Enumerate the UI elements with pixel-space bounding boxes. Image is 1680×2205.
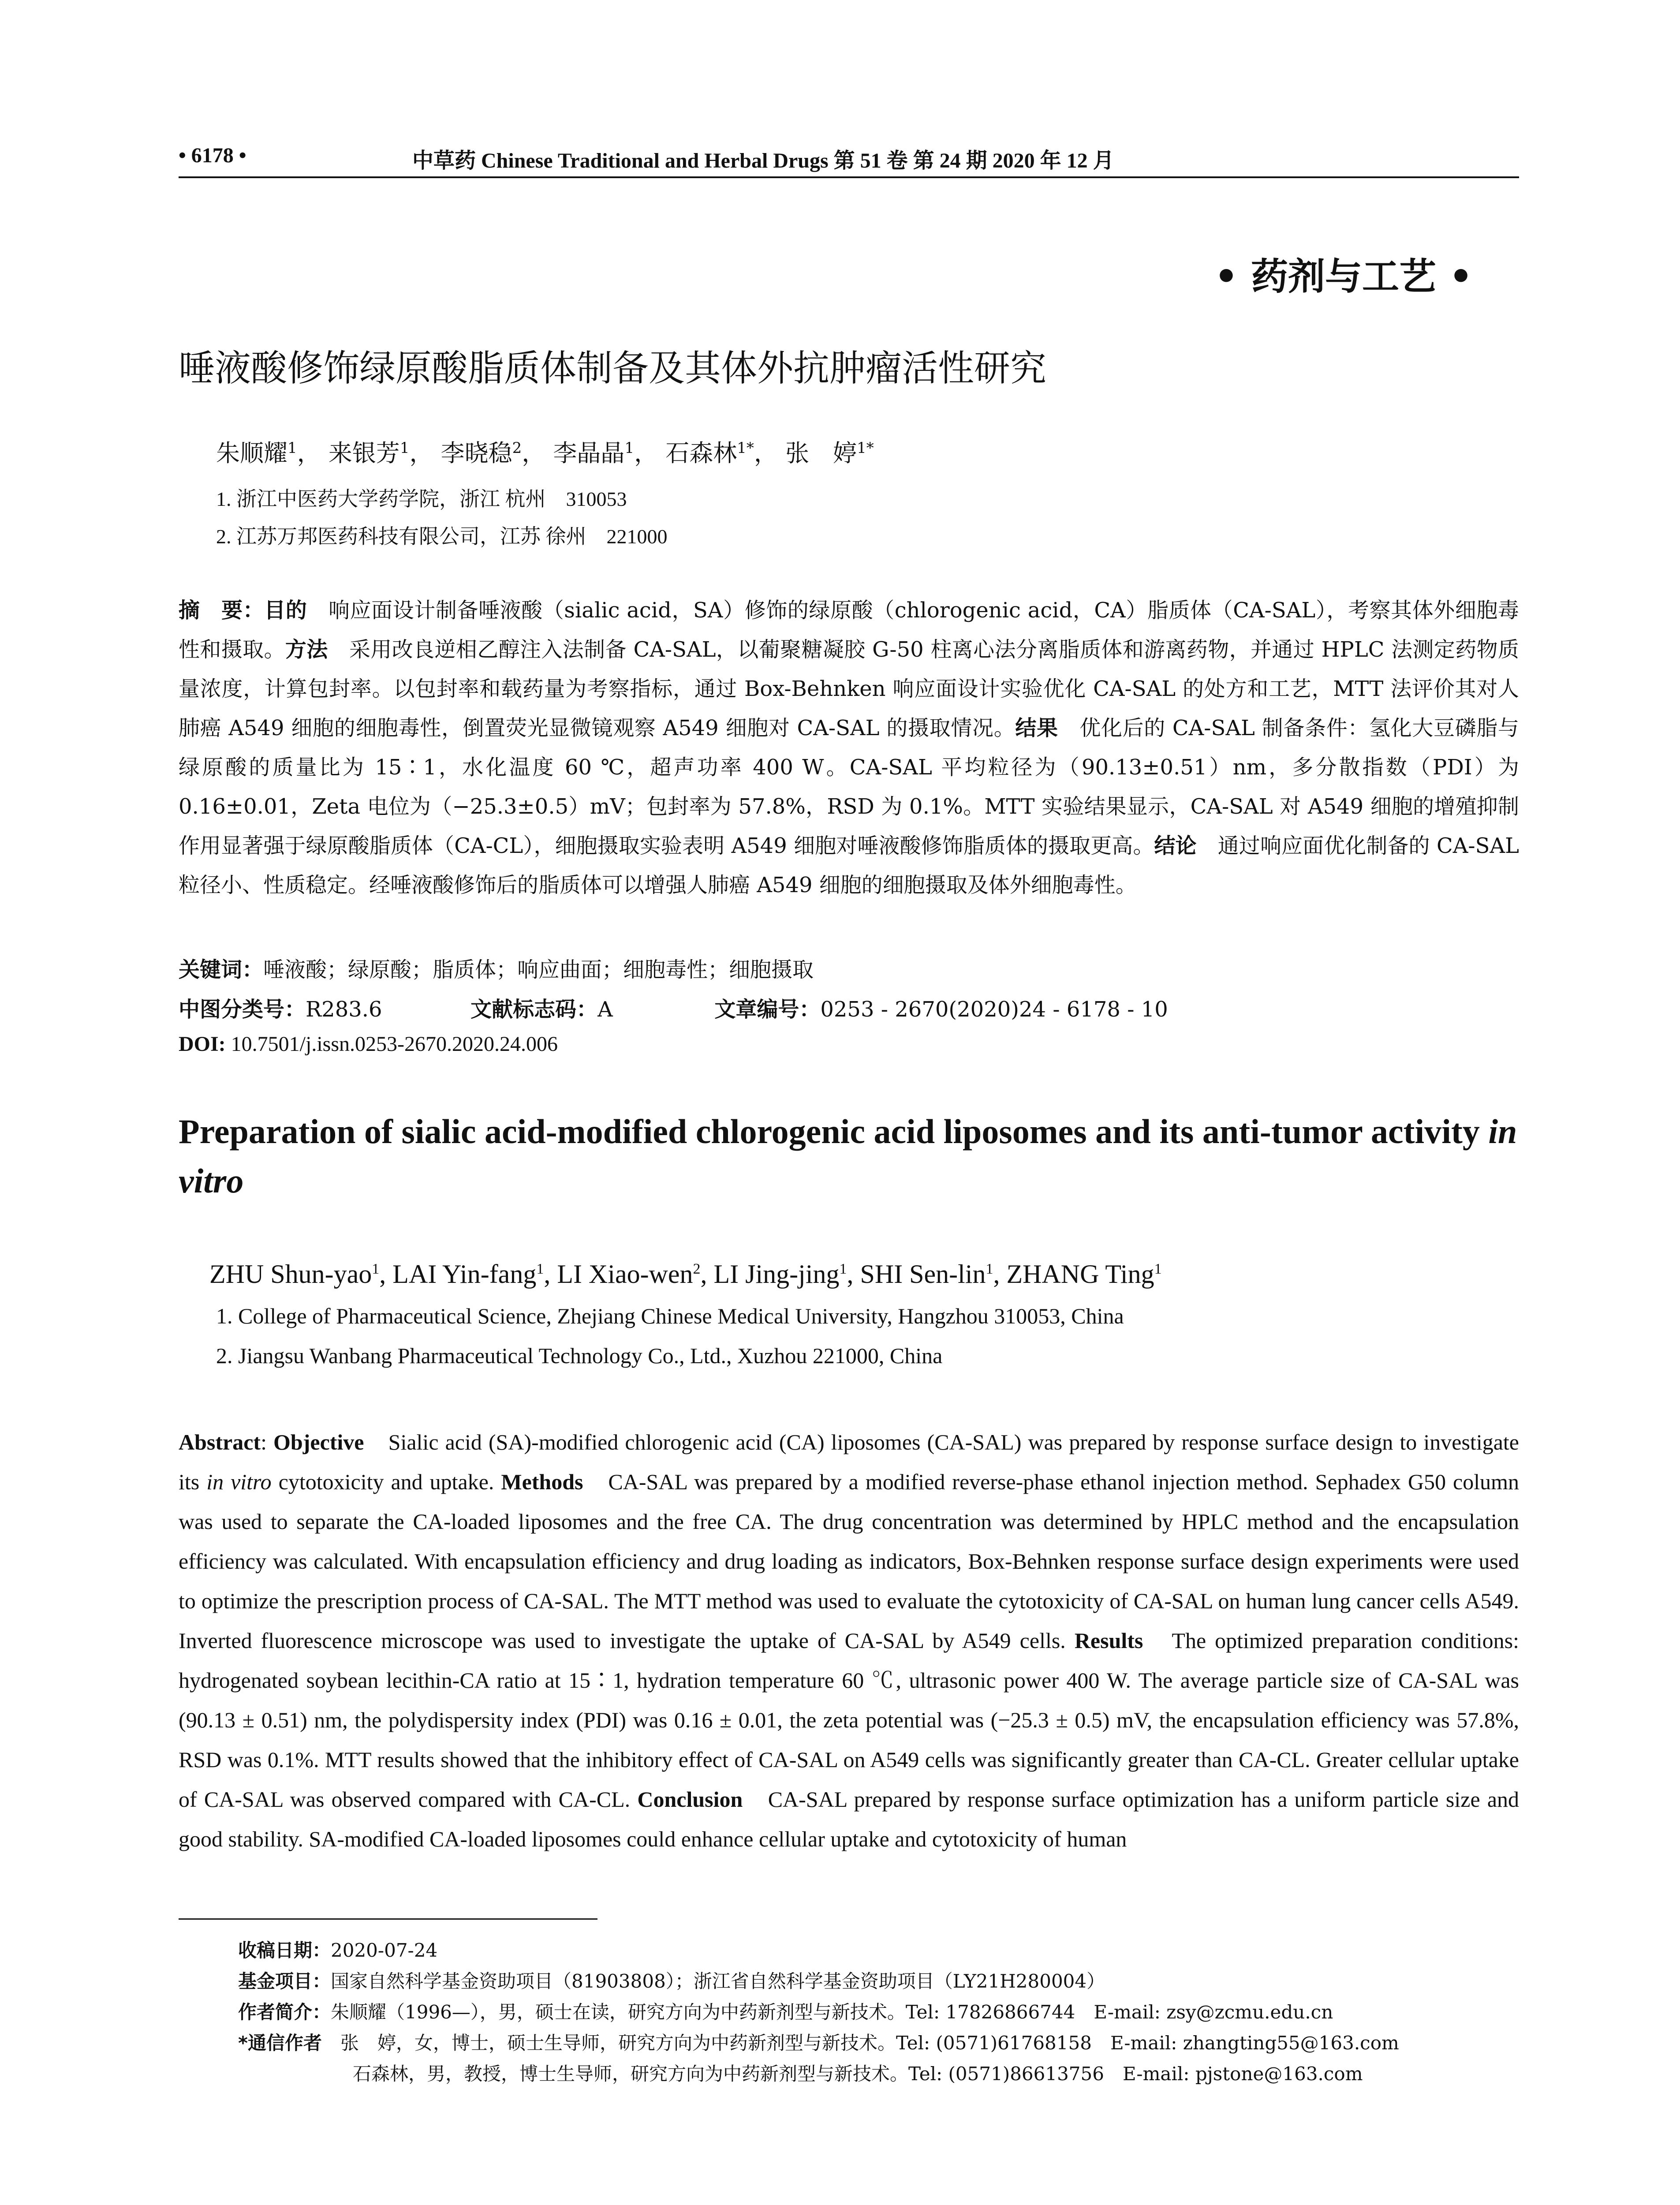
- footnote-received: [238, 1936, 437, 1962]
- author-bio-value: 朱顺耀（1996—），男，硕士在读，研究方向为中药新剂型与新技术。Tel: 17826866744 E-mail: zsy@zcmu.edu.cn: [331, 2001, 1333, 2023]
- chinese-affiliation-1: 1. 浙江中医药大学药学院，浙江 杭州 310053: [216, 488, 627, 510]
- conclusion-text: CA-SAL prepared by response surface optimization has a uniform particle size and good stability. SA-modified CA-loaded liposomes could enhance cellular uptake and cytotoxicity of human: [179, 1787, 1519, 1851]
- author-name: 石森林: [665, 439, 737, 467]
- fund-label: 基金项目：: [238, 1970, 331, 1992]
- methods-text: 采用改良逆相乙醇注入法制备 CA-SAL，以葡聚糖凝胶 G-50 柱离心法分离脂质体和游离药物，并通过 HPLC 法测定药物质量浓度，计算包封率。以包封率和载药量为考察指标，通过 Box-Behnken 响应面设计实验优化 CA-SAL 的处方和工艺，MTT 法评价其对人肺癌 A549 细胞的细胞毒性，倒置荧光显微镜观察 A549 细胞对 CA-SAL 的摄取情况。: [179, 637, 1519, 740]
- conclusion-label: Conclusion: [637, 1787, 743, 1812]
- keywords-label: 关键词：: [179, 957, 264, 982]
- author-bio-label: 作者简介：: [238, 2001, 331, 2023]
- english-affiliation-1: 1. College of Pharmaceutical Science, Zhejiang Chinese Medical University, Hangzhou 310053, China: [216, 1304, 1124, 1328]
- author-affiliation-mark: 1*: [857, 439, 874, 457]
- chinese-title: 唾液酸修饰绿原酸脂质体制备及其体外抗肿瘤活性研究: [179, 348, 1047, 389]
- author-affiliation-mark: 1*: [737, 439, 754, 457]
- chinese-affiliation-2: 2. 江苏万邦医药科技有限公司，江苏 徐州 221000: [216, 525, 668, 548]
- author-name: 李晓稳: [441, 439, 512, 467]
- doc-code-label: 文献标志码：: [470, 997, 598, 1022]
- author-affiliation-mark: 2: [512, 439, 522, 457]
- received-label: 收稿日期：: [238, 1940, 331, 1961]
- english-abstract: Abstract: Objective Sialic acid (SA)-modified chlorogenic acid (CA) liposomes (CA-SAL) was prepared by response surface design to investigate its in vitro cytotoxicity and uptake. Methods CA-SAL was prepared by a modified reverse-phase ethanol injection method. Sephadex G50 column was used to separate the CA-loaded liposomes and the free CA. The drug concentration was determined by HPLC method and the encapsulation efficiency was calculated. With encapsulation efficiency and drug loading as indicators, Box-Behnken response surface design experiments were used to optimize the prescription process of CA-SAL. The MTT method was used to evaluate the cytotoxicity of CA-SAL on human lung cancer cells A549. Inverted fluorescence microscope was used to investigate the uptake of CA-SAL by A549 cells. Results The optimized preparation conditions: hydrogenated soybean lecithin-CA ratio at 15∶1, hydration temperature 60 ℃, ultrasonic power 400 W. The average particle size of CA-SAL was (90.13 ± 0.51) nm, the polydispersity index (PDI) was 0.16 ± 0.01, the zeta potential was (−25.3 ± 0.5) mV, the encapsulation efficiency was 57.8%, RSD was 0.1%. MTT results showed that the inhibitory effect of CA-SAL on A549 cells was significantly greater than CA-CL. Greater cellular uptake of CA-SAL was observed compared with CA-CL. Conclusion CA-SAL prepared by response surface optimization has a uniform particle size and good stability. SA-modified CA-loaded liposomes could enhance cellular uptake and cytotoxicity of human: [179, 1430, 1519, 1851]
- footnote-corresponding: [238, 2029, 1399, 2055]
- english-title: [179, 1107, 1528, 1206]
- author-name: LI Jing-jing: [713, 1259, 840, 1289]
- english-title-italic: in vitro: [179, 1112, 1517, 1200]
- author-affiliation-mark: 1: [536, 1261, 544, 1277]
- doc-code-value: A: [597, 997, 613, 1022]
- keywords: [179, 953, 814, 983]
- corresponding-label: *通信作者: [238, 2032, 322, 2054]
- doi-line: [179, 1032, 558, 1056]
- author-name: 来银芳: [328, 439, 400, 467]
- objective-text: Sialic acid (SA)-modified chlorogenic acid (CA) liposomes (CA-SAL) was prepared by response surface design to investigate its: [179, 1430, 1519, 1494]
- author-affiliation-mark: 2: [693, 1261, 701, 1277]
- results-label: 结果: [1015, 716, 1058, 740]
- author-name: 张 婷: [785, 439, 857, 467]
- methods-label: 方法: [285, 637, 328, 662]
- results-text: The optimized preparation conditions: hydrogenated soybean lecithin-CA ratio at 15∶1, hydration temperature 60 ℃, ultrasonic power 400 W. The average particle size of CA-SAL was (90.13 ± 0.51) nm, the polydispersity index (PDI) was 0.16 ± 0.01, the zeta potential was (−25.3 ± 0.5) mV, the encapsulation efficiency was 57.8%, RSD was 0.1%. MTT results showed that the inhibitory effect of CA-SAL on A549 cells was significantly greater than CA-CL. Greater cellular uptake of CA-SAL was observed compared with CA-CL.: [179, 1628, 1519, 1812]
- objective-label: 目的: [264, 598, 307, 623]
- footnote-fund: [238, 1967, 1105, 1993]
- section-label: • 药剂与工艺 •: [1214, 255, 1473, 298]
- author-affiliation-mark: 1: [986, 1261, 993, 1277]
- author-affiliation-mark: 1: [624, 439, 635, 457]
- doi-label: DOI:: [179, 1032, 226, 1056]
- results-label: Results: [1074, 1628, 1143, 1653]
- page-number: • 6178 •: [179, 144, 246, 167]
- author-affiliation-mark: 1: [372, 1261, 380, 1277]
- footnote-author: [238, 1998, 1333, 2024]
- abstract-label: Abstract: [179, 1430, 261, 1454]
- chinese-abstract: [179, 591, 1519, 905]
- corresponding-author-2: 石森林，男，教授，博士生导师，研究方向为中药新剂型与新技术。Tel: (0571)86613756 E-mail: pjstone@163.com: [353, 2063, 1363, 2085]
- corresponding-author-1: 张 婷，女，博士，硕士生导师，研究方向为中药新剂型与新技术。Tel: (0571)61768158 E-mail: zhangting55@163.com: [321, 2032, 1399, 2054]
- author-affiliation-mark: 1: [287, 439, 297, 457]
- received-value: 2020-07-24: [331, 1940, 438, 1961]
- abstract-label: 摘 要：: [179, 598, 265, 623]
- results-text: 优化后的 CA-SAL 制备条件：氢化大豆磷脂与绿原酸的质量比为 15∶1，水化温度 60 ℃，超声功率 400 W。CA-SAL 平均粒径为（90.13±0.51）nm，多分散指数（PDI）为 0.16±0.01，Zeta 电位为（−25.3±0.5）mV；包封率为 57.8%，RSD 为 0.1%。MTT 实验结果显示，CA-SAL 对 A549 细胞的增殖抑制作用显著强于绿原酸脂质体（CA-CL），细胞摄取实验表明 A549 细胞对唾液酸修饰脂质体的摄取更高。: [179, 716, 1519, 858]
- methods-label: Methods: [501, 1469, 583, 1494]
- english-author-list: ZHU Shun-yao$^1$, LAI Yin-fang$^1$, LI Xiao-wen$^2$, LI Jing-jing$^1$, SHI Sen-lin$^1$, ZHANG Ting$^1$: [209, 1259, 1162, 1289]
- doi-value: 10.7501/j.issn.0253-2670.2020.24.006: [231, 1032, 558, 1056]
- header-rule: [179, 176, 1519, 178]
- author-name: LI Xiao-wen: [557, 1259, 693, 1289]
- author-name: LAI Yin-fang: [392, 1259, 537, 1289]
- author-name: ZHANG Ting: [1006, 1259, 1154, 1289]
- clc-value: R283.6: [306, 997, 382, 1022]
- chinese-author-list: 朱顺耀$^1$， 来银芳$^1$， 李晓稳$^2$， 李晶晶$^1$， 石森林$^{1*}$， 张 婷$^{1*}$: [216, 439, 874, 467]
- author-affiliation-mark: 1: [839, 1261, 847, 1277]
- clc-label: 中图分类号：: [179, 997, 306, 1022]
- article-no-value: 0253 - 2670(2020)24 - 6178 - 10: [820, 997, 1168, 1022]
- objective-label: Objective: [273, 1430, 364, 1454]
- author-affiliation-mark: 1: [399, 439, 410, 457]
- classification-line: [179, 992, 1168, 1023]
- keywords-text: 唾液酸；绿原酸；脂质体；响应曲面；细胞毒性；细胞摄取: [263, 957, 814, 982]
- objective-text-end: cytotoxicity and uptake.: [271, 1469, 501, 1494]
- journal-header: 中草药 Chinese Traditional and Herbal Drugs 第 51 卷 第 24 期 2020 年 12 月: [412, 149, 1114, 172]
- english-title-main: Preparation of sialic acid-modified chlorogenic acid liposomes and its anti-tumor activity: [179, 1112, 1489, 1151]
- author-name: ZHU Shun-yao: [209, 1259, 372, 1289]
- conclusion-label: 结论: [1154, 833, 1197, 858]
- conclusion-text: 通过响应面优化制备的 CA-SAL 粒径小、性质稳定。经唾液酸修饰后的脂质体可以增强人肺癌 A549 细胞的细胞摄取及体外细胞毒性。: [179, 833, 1519, 897]
- article-no-label: 文章编号：: [714, 997, 821, 1022]
- english-affiliation-2: 2. Jiangsu Wanbang Pharmaceutical Technology Co., Ltd., Xuzhou 221000, China: [216, 1343, 943, 1368]
- objective-text: 响应面设计制备唾液酸（sialic acid，SA）修饰的绿原酸（chlorogenic acid，CA）脂质体（CA-SAL），考察其体外细胞毒性和摄取。: [179, 598, 1519, 662]
- author-name: SHI Sen-lin: [860, 1259, 986, 1289]
- objective-italic: in vitro: [206, 1469, 272, 1494]
- author-name: 朱顺耀: [216, 439, 287, 467]
- footnote-rule: [179, 1918, 597, 1920]
- fund-value: 国家自然科学基金资助项目（81903808）；浙江省自然科学基金资助项目（LY21H280004）: [331, 1970, 1105, 1992]
- methods-text: CA-SAL was prepared by a modified reverse-phase ethanol injection method. Sephadex G50 column was used to separate the CA-loaded liposomes and the free CA. The drug concentration was determined by HPLC method and the encapsulation efficiency was calculated. With encapsulation efficiency and drug loading as indicators, Box-Behnken response surface design experiments were used to optimize the prescription process of CA-SAL. The MTT method was used to evaluate the cytotoxicity of CA-SAL on human lung cancer cells A549. Inverted fluorescence microscope was used to investigate the uptake of CA-SAL by A549 cells.: [179, 1469, 1519, 1653]
- author-affiliation-mark: 1: [1154, 1261, 1162, 1277]
- author-name: 李晶晶: [553, 439, 625, 467]
